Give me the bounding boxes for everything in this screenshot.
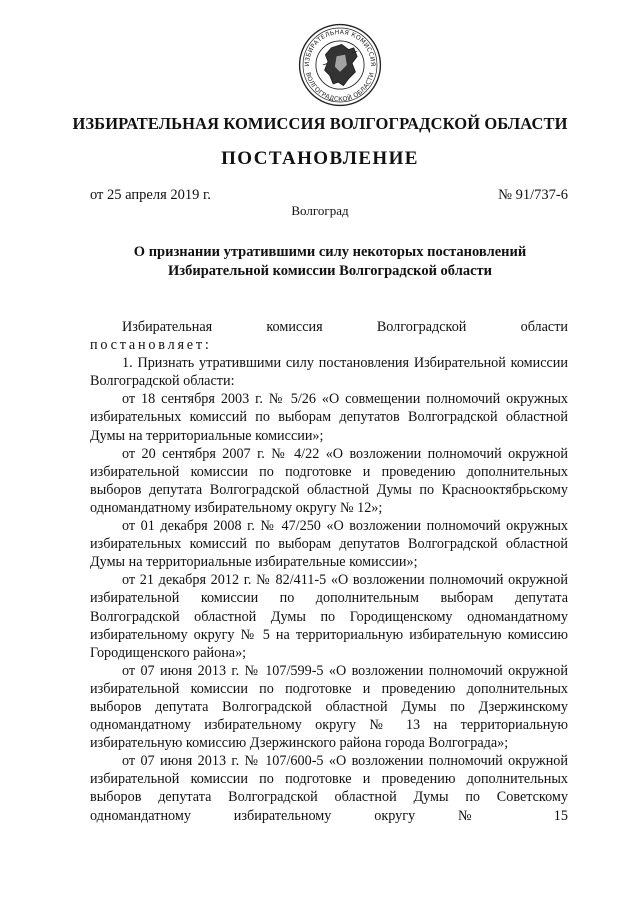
resolution-item: от 18 сентября 2003 г. № 5/26 «О совмещении полномочий окружных избирательных комиссий по выборам депутатов Волгоградской областной Думы на территориальные комиссии»; <box>90 391 568 444</box>
resolution-item: от 21 декабря 2012 г. № 82/411-5 «О возложении полномочий окружной избирательной комиссии по дополнительным выборам депутата Волгоградской областной Думы по Городищенскому одномандатному избирательному округу № 5 на территориальную избирательную комиссию Городищенского района»; <box>90 572 568 661</box>
document-type: ПОСТАНОВЛЕНИЕ <box>221 148 419 169</box>
item-1: 1. Признать утратившими силу постановления Избирательной комиссии Волгоградской области: <box>90 355 568 390</box>
svg-text:ИЗБИРАТЕЛЬНАЯ КОМИССИЯ: ИЗБИРАТЕЛЬНАЯ КОМИССИЯ <box>303 28 377 67</box>
title-line-2: Избирательной комиссии Волгоградской области <box>167 263 492 279</box>
intro-word: комиссия <box>266 319 323 335</box>
resolution-item: от 07 июня 2013 г. № 107/600-5 «О возложении полномочий окружной избирательной комиссии по подготовке и проведению дополнительных выборов депутата Волгоградской областной Думы по Советскому одномандатному избирательному округу № 15 <box>90 753 568 824</box>
document-date: от 25 апреля 2019 г. <box>90 187 211 203</box>
intro-word: Волгоградской <box>376 319 467 335</box>
title-line-1: О признании утратившими силу некоторых постановлений <box>133 244 527 260</box>
volgograd-region-seal-icon <box>297 22 383 108</box>
intro-word: Избирательная <box>122 319 213 335</box>
resolution-item: от 01 декабря 2008 г. № 47/250 «О возложении полномочий окружных избирательных комиссий по выборам депутатов Волгоградской областной Думы на территориальные избирательные комиссии»; <box>90 518 568 571</box>
intro-word: области <box>520 319 569 335</box>
document-title <box>90 243 570 281</box>
resolution-item: от 20 сентября 2007 г. № 4/22 «О возложении полномочий окружной избирательной комиссии по подготовке и проведению дополнительных выборов депутата Волгоградской областной Думы по Краснооктябрьскому одномандатному избирательному округу № 12»; <box>90 445 568 516</box>
document-body <box>90 318 568 825</box>
document-city: Волгоград <box>291 203 349 218</box>
document-number: № 91/737-6 <box>498 187 568 203</box>
organization-name: ИЗБИРАТЕЛЬНАЯ КОМИССИЯ ВОЛГОГРАДСКОЙ ОБЛАСТИ <box>72 114 568 133</box>
decree-word: постановляет: <box>90 337 212 354</box>
resolution-item: от 07 июня 2013 г. № 107/599-5 «О возложении полномочий окружной избирательной комиссии по подготовке и проведению дополнительных выборов депутата Волгоградской областной Думы по Дзержинскому одномандатному избирательному округу № 13 на территориальную избирательную комиссию Дзержинского района города Волгограда»; <box>90 662 568 752</box>
svg-text:ВОЛГОГРАДСКОЙ ОБЛАСТИ: ВОЛГОГРАДСКОЙ ОБЛАСТИ <box>304 71 376 104</box>
intro-line <box>90 318 568 336</box>
